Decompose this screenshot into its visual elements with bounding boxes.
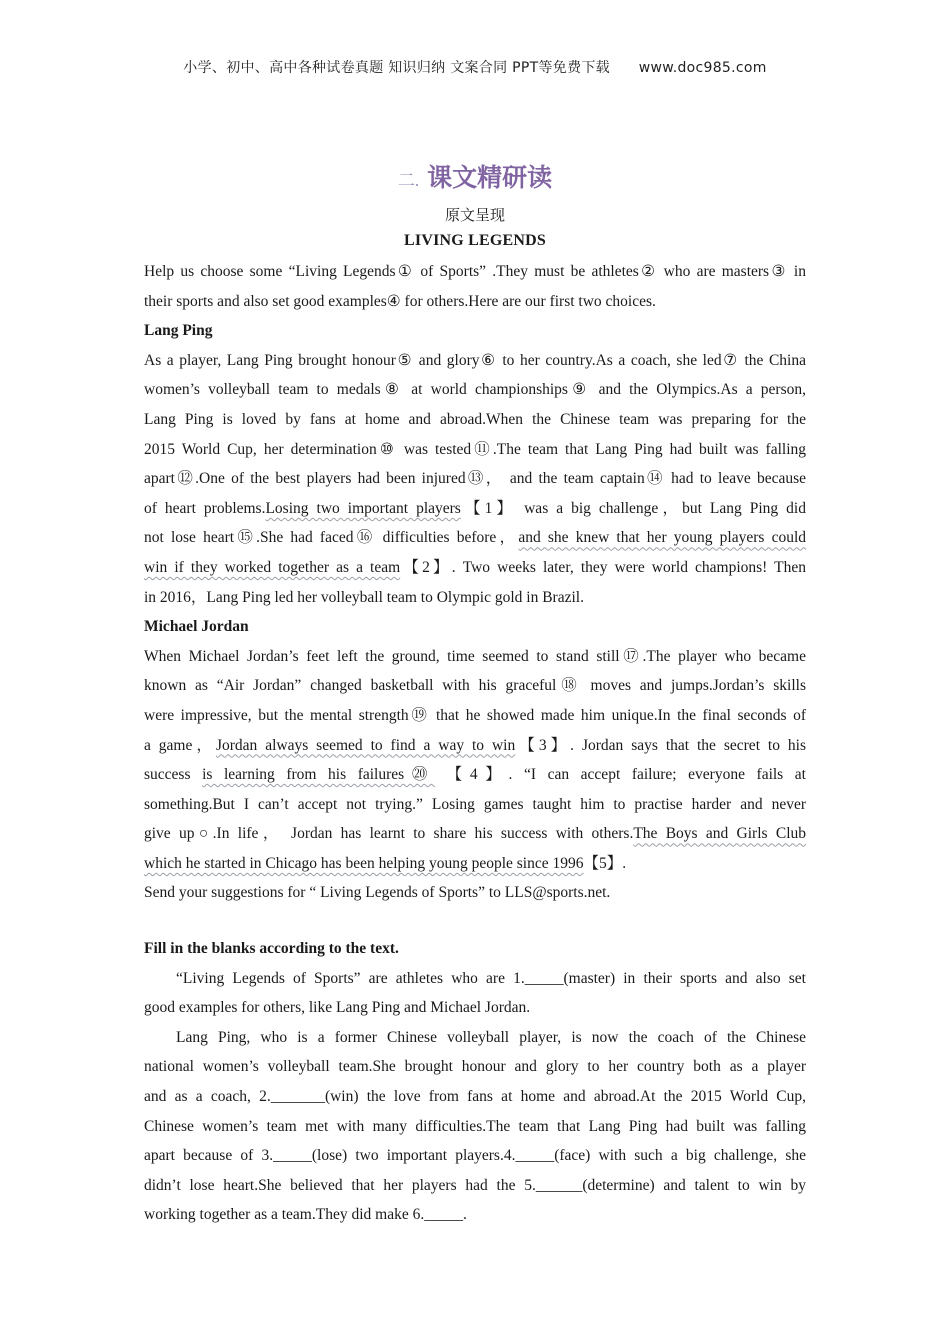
article-line: [144, 790, 806, 820]
article-line: [144, 257, 806, 287]
line-text: not lose heart⑮.She had faced⑯ difficulties before，: [144, 529, 519, 547]
line-text: 【5】.: [583, 854, 627, 872]
article-line: [144, 523, 806, 553]
line-text: something.But I can’t accept not trying.” Losing games taught him to practise harder and never: [144, 795, 806, 813]
line-text: Michael Jordan: [144, 618, 249, 636]
underlined-sentence: Jordan always seemed to find a way to win: [215, 736, 516, 754]
article-line: [144, 553, 806, 583]
exercise-line: Chinese women’s team met with many difficulties.The team that Lang Ping had built was falling: [144, 1117, 806, 1135]
header-text: 小学、初中、高中各种试卷真题 知识归纳 文案合同 PPT等免费下载: [183, 60, 610, 76]
line-text: Lang Ping is loved by fans at home and abroad.When the Chinese team was preparing for the: [144, 410, 806, 428]
article-line: [144, 494, 806, 524]
article-line: [144, 435, 806, 465]
article-line: [144, 731, 806, 761]
line-text: a game，: [144, 736, 216, 754]
line-text: 【1】 was a big challenge，but Lang Ping did: [460, 499, 806, 517]
line-text: give up○.In life， Jordan has learnt to share his success with others.: [144, 825, 634, 843]
exercise-line: didn’t lose heart.She believed that her players had the 5.______(determine) and talent to win by: [144, 1176, 806, 1194]
line-text: in 2016，Lang Ping led her volleyball team to Olympic gold in Brazil.: [144, 588, 584, 606]
exercise-line: “Living Legends of Sports” are athletes who are 1._____(master) in their sports and also set: [176, 969, 806, 987]
line-text: 【2】. Two weeks later, they were world champions! Then: [400, 558, 806, 576]
line-text: known as “Air Jordan” changed basketball with his graceful⑱ moves and jumps.Jordan’s skills: [144, 677, 806, 695]
line-text: were impressive, but the mental strength⑲ that he showed made him unique.In the final seconds of: [144, 706, 806, 724]
underlined-sentence: win if they worked together as a team: [144, 558, 401, 576]
article-line: [144, 405, 806, 435]
line-text: When Michael Jordan’s feet left the ground, time seemed to stand still⑰.The player who became: [144, 647, 806, 665]
line-text: Help us choose some “Living Legends① of Sports” .They must be athletes② who are masters③ in: [144, 263, 806, 280]
article-line: [144, 819, 806, 849]
article-subheading: [144, 612, 806, 642]
line-text: success: [144, 766, 203, 784]
article-line: [144, 671, 806, 701]
line-text: of heart problems.: [144, 499, 266, 517]
article-line: [144, 464, 806, 494]
underlined-sentence: is learning from his failures⑳: [202, 766, 436, 784]
section-number: 二.: [397, 171, 420, 190]
section-subtitle: 原文呈现: [444, 208, 505, 224]
header-url[interactable]: www.doc985.com: [638, 60, 767, 76]
line-text: women’s volleyball team to medals⑧ at world championships⑨ and the Olympics.As a person,: [144, 381, 806, 399]
article-line: [144, 642, 806, 672]
underlined-sentence: The Boys and Girls Club: [633, 825, 806, 843]
line-text: their sports and also set good examples④ for others.Here are our first two choices.: [144, 292, 656, 310]
article-subheading: [144, 316, 806, 346]
underlined-sentence: and she knew that her young players could: [518, 529, 807, 547]
underlined-sentence: which he started in Chicago has been helping young people since 1996: [144, 854, 584, 872]
article-heading: LIVING LEGENDS: [404, 232, 546, 249]
line-text: Lang Ping: [144, 322, 213, 340]
section-title: [0, 158, 950, 194]
article-line: [144, 849, 806, 879]
article-line: [144, 583, 806, 613]
line-text: 2015 World Cup, her determination⑩ was tested⑪.The team that Lang Ping had built was falling: [144, 440, 806, 458]
exercise-line: apart because of 3._____(lose) two important players.4._____(face) with such a big challenge, she: [144, 1147, 806, 1165]
article-line: [144, 287, 806, 317]
exercise-line: national women’s volleyball team.She brought honour and glory to her country both as a player: [144, 1058, 806, 1076]
page-header-banner: [0, 57, 950, 77]
exercise-heading: Fill in the blanks according to the text.: [144, 940, 399, 957]
article-body: [144, 257, 806, 908]
line-text: 【3】. Jordan says that the secret to his: [515, 736, 806, 754]
article-line: [144, 701, 806, 731]
line-text: Send your suggestions for “ Living Legends of Sports” to LLS@sports.net.: [144, 884, 611, 902]
exercise-line: good examples for others, like Lang Ping and Michael Jordan.: [144, 999, 531, 1017]
exercise-section: [144, 934, 806, 1230]
exercise-line: Lang Ping, who is a former Chinese volleyball player, is now the coach of the Chinese: [176, 1028, 806, 1046]
article-line: [144, 375, 806, 405]
underlined-sentence: Losing two important players: [265, 499, 461, 517]
section-title-text: 课文精研读: [427, 163, 553, 192]
article-line: [144, 878, 806, 908]
article-line: [144, 760, 806, 790]
exercise-line: and as a coach, 2._______(win) the love from fans at home and abroad.At the 2015 World Cup,: [144, 1087, 806, 1105]
line-text: apart⑫.One of the best players had been injured⑬， and the team captain⑭ had to leave because: [144, 470, 806, 488]
article-line: [144, 346, 806, 376]
exercise-line: working together as a team.They did make 6._____.: [144, 1206, 467, 1224]
line-text: 【4】. “I can accept failure; everyone fails at: [435, 766, 806, 784]
line-text: As a player, Lang Ping brought honour⑤ and glory⑥ to her country.As a coach, she led⑦ the China: [144, 351, 806, 369]
